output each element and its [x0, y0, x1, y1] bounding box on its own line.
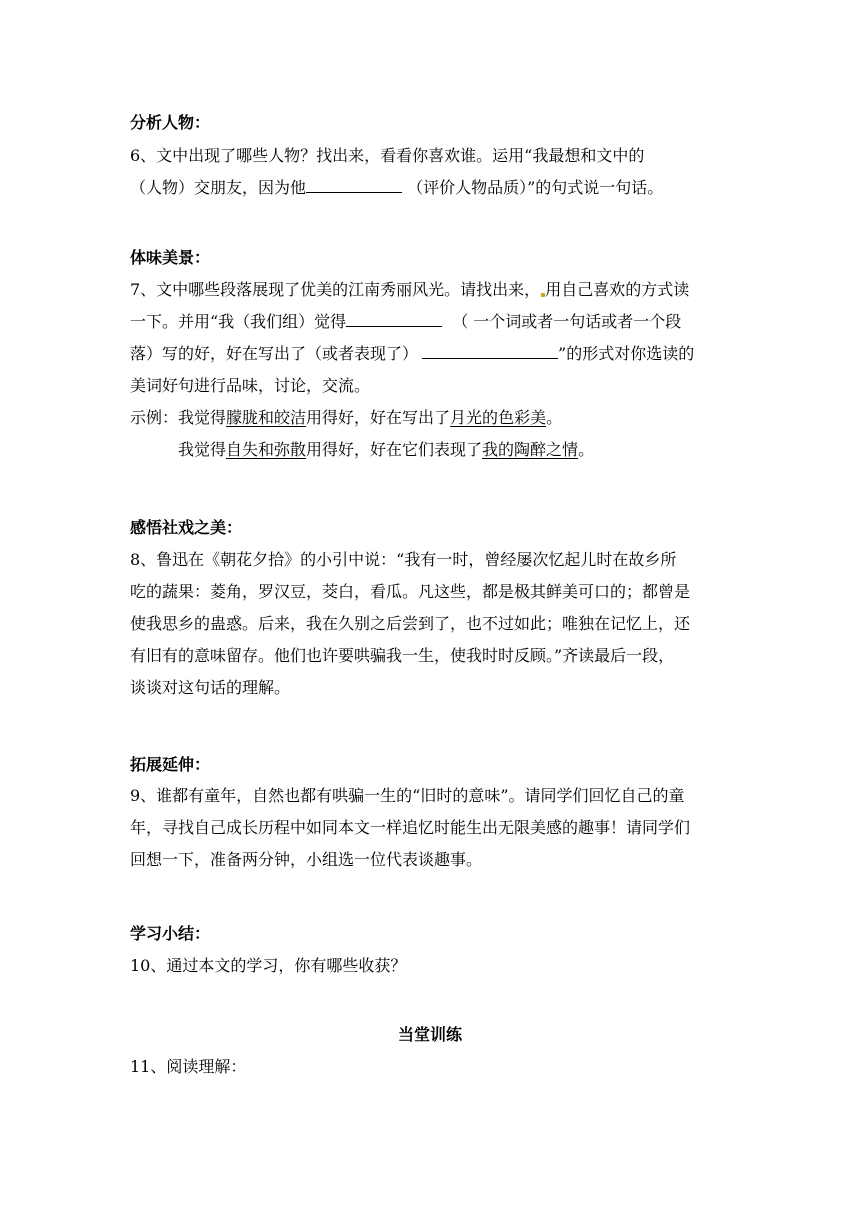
q7-text-c: 一下。并用“我（我们组）觉得 [130, 312, 347, 331]
question-9 [130, 780, 730, 876]
example-text: 用得好，好在写出了 [306, 408, 451, 427]
answer-blank [306, 174, 402, 193]
example-underlined-phrase: 色彩美 [498, 408, 547, 427]
q7-text-f: ”的形式对你选读的 [558, 344, 695, 363]
heading-opera-beauty: 感悟社戏之美： [130, 518, 243, 537]
q8-line-5: 谈谈对这句话的理解。 [130, 678, 291, 697]
heading-summary: 学习小结： [130, 924, 211, 943]
q7-line-1 [130, 274, 730, 306]
q6-text-b: （评价人物品质）”的句式说一句话。 [402, 178, 664, 197]
answer-blank [346, 308, 442, 327]
q8-line-1: 8、鲁迅在《朝花夕拾》的小引中说：“我有一时，曾经屡次忆起儿时在故乡所 [130, 550, 677, 569]
example-line-2 [130, 434, 730, 466]
q11-line: 11、阅读理解： [130, 1057, 247, 1076]
example-line-1 [130, 402, 730, 434]
question-7 [130, 274, 730, 466]
example-text: 用得好，好在它们表现了 [306, 440, 483, 459]
example-period: 。 [578, 440, 595, 459]
example-text: 我觉得 [178, 440, 227, 459]
q7-text-b: 用自己喜欢的方式读 [545, 280, 690, 299]
heading-savor-scenery: 体味美景： [130, 248, 211, 267]
example-underlined-phrase: 月光的 [450, 408, 499, 427]
example-underlined-phrase: 我的陶醉之情 [482, 440, 579, 459]
question-11 [130, 1051, 730, 1083]
question-6 [130, 140, 730, 204]
q8-line-2: 吃的蔬果：菱角，罗汉豆，茭白，看瓜。凡这些，都是极其鲜美可口的；都曾是 [130, 582, 691, 601]
section-title-in-class-practice: 当堂训练 [397, 1025, 462, 1044]
q7-text-d: （ 一个词或者一句话或者一个段 [452, 312, 682, 331]
q8-line-4: 有旧有的意味留存。他们也许要哄骗我一生，使我时时反顾。”齐读最后一段， [130, 646, 675, 665]
q6-text-a: （人物）交朋友，因为他 [130, 178, 307, 197]
q7-text-a: 7、文中哪些段落展现了优美的江南秀丽风光。请找出来， [130, 280, 541, 299]
q7-text-e: 落）写的好，好在写出了（或者表现了） [130, 344, 419, 363]
q6-line-2 [130, 172, 730, 204]
q6-line-1: 6、文中出现了哪些人物？找出来，看看你喜欢谁。运用“我最想和文中的 [130, 146, 645, 165]
q9-line-1: 9、谁都有童年，自然也都有哄骗一生的“旧时的意味”。请同学们回忆自己的童 [130, 786, 685, 805]
heading-extension: 拓展延伸： [130, 755, 211, 774]
question-8 [130, 544, 730, 704]
q9-line-3: 回想一下，准备两分钟，小组选一位代表谈趣事。 [130, 850, 483, 869]
example-underlined-word: 朦胧和皎洁 [226, 408, 307, 427]
example-period: 。 [546, 408, 563, 427]
q7-line-4: 美词好句进行品味，讨论，交流。 [130, 376, 371, 395]
example-underlined-word: 自失和弥散 [226, 440, 307, 459]
q10-line: 10、通过本文的学习，你有哪些收获？ [130, 956, 407, 975]
heading-analyze-characters: 分析人物： [130, 113, 211, 132]
q7-line-2 [130, 306, 730, 338]
question-10 [130, 950, 730, 982]
example-label: 示例：我觉得 [130, 408, 227, 427]
q9-line-2: 年，寻找自己成长历程中如同本文一样追忆时能生出无限美感的趣事！请同学们 [130, 818, 691, 837]
answer-blank [422, 340, 558, 359]
q8-line-3: 使我思乡的蛊惑。后来，我在久别之后尝到了，也不过如此；唯独在记忆上，还 [130, 614, 691, 633]
q7-line-3 [130, 338, 730, 370]
